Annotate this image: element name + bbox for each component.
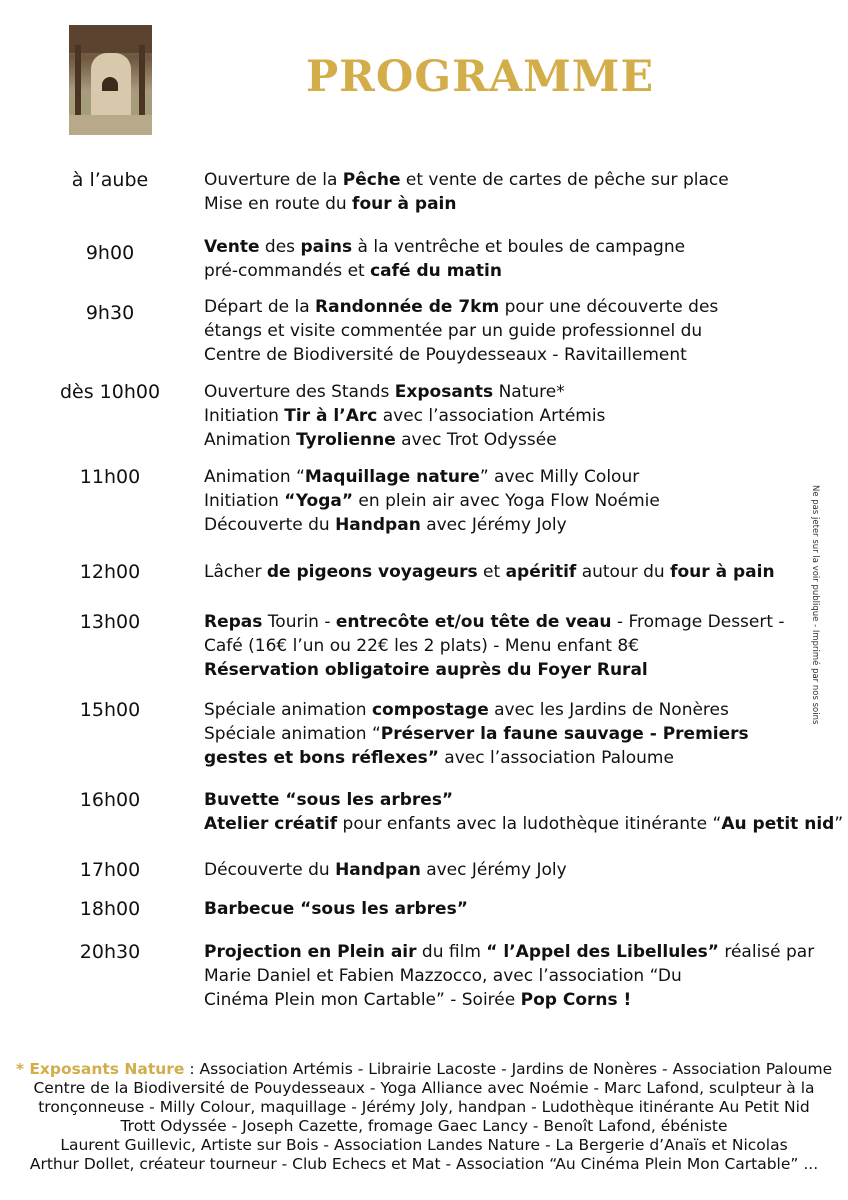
schedule-description: [204, 610, 829, 682]
bread-oven-photo: [69, 25, 152, 135]
schedule-description: [204, 235, 829, 283]
schedule-time: 9h30: [85, 302, 135, 324]
highlight-text: Maquillage nature: [304, 467, 480, 487]
description-line: [204, 380, 829, 404]
schedule-time: 17h00: [79, 859, 141, 881]
schedule-time: 15h00: [79, 699, 141, 721]
plain-text: Nature*: [493, 382, 565, 402]
schedule-time: 16h00: [79, 789, 141, 811]
highlight-text: compostage: [371, 700, 489, 720]
description-line: [204, 404, 829, 428]
plain-text: Ouverture de la: [204, 170, 343, 190]
description-line: [204, 964, 829, 988]
plain-text: en plein air avec Yoga Flow Noémie: [353, 491, 660, 511]
schedule-time: 9h00: [85, 242, 135, 264]
plain-text: Ouverture des Stands: [204, 382, 395, 402]
plain-text: réalisé par: [718, 942, 815, 962]
schedule-description: [204, 168, 829, 216]
plain-text: avec Jérémy Joly: [420, 860, 567, 880]
highlight-text: four à pain: [352, 194, 457, 214]
plain-text: pour une découverte des: [499, 297, 719, 317]
plain-text: Lâcher: [204, 562, 267, 582]
footer-line: : Association Artémis - Librairie Lacoste - Jardins de Nonères - Association Paloume: [184, 1060, 833, 1078]
plain-text: pour enfants avec la ludothèque itinérante “: [337, 814, 722, 834]
plain-text: et: [477, 562, 506, 582]
schedule-description: [204, 295, 829, 367]
highlight-text: Exposants: [394, 382, 494, 402]
schedule-time: à l’aube: [71, 169, 149, 191]
description-line: [204, 988, 829, 1012]
schedule-description: [204, 940, 829, 1012]
schedule-description: [204, 897, 829, 921]
highlight-text: Projection en Plein air: [204, 942, 417, 962]
plain-text: Initiation: [204, 406, 285, 426]
plain-text: Initiation: [204, 491, 285, 511]
plain-text: des: [259, 237, 301, 257]
highlight-text: Au petit nid: [721, 814, 835, 834]
exhibitors-footer: [8, 1060, 840, 1174]
footer-line: Laurent Guillevic, Artiste sur Bois - Association Landes Nature - La Bergerie d’Anaïs et Nicolas: [60, 1136, 788, 1154]
plain-text: avec Jérémy Joly: [420, 515, 567, 535]
plain-text: ”: [834, 814, 844, 834]
description-line: [204, 722, 829, 746]
plain-text: Animation: [204, 430, 297, 450]
plain-text: Tourin -: [262, 612, 336, 632]
footer-line: tronçonneuse - Milly Colour, maquillage - Jérémy Joly, handpan - Ludothèque itinérante Au Petit Nid: [38, 1098, 810, 1116]
description-line: [204, 897, 829, 921]
description-line: [204, 560, 829, 584]
schedule-time: dès 10h00: [59, 381, 161, 403]
plain-text: Spéciale animation: [204, 700, 372, 720]
plain-text: - Fromage Dessert -: [611, 612, 785, 632]
plain-text: Centre de Biodiversité de Pouydesseaux - Ravitaillement: [204, 345, 687, 365]
plain-text: Mise en route du: [204, 194, 353, 214]
highlight-text: Atelier créatif: [204, 814, 338, 834]
highlight-text: entrecôte et/ou tête de veau: [335, 612, 612, 632]
plain-text: à la ventrêche et boules de campagne: [352, 237, 686, 257]
plain-text: Animation “: [204, 467, 305, 487]
highlight-text: Handpan: [335, 860, 421, 880]
schedule-description: [204, 788, 844, 836]
highlight-text: Buvette “sous les arbres”: [204, 790, 454, 810]
exhibitors-lead: * Exposants Nature: [15, 1060, 185, 1078]
schedule-description: [204, 858, 829, 882]
description-line: [204, 192, 829, 216]
schedule-time: 13h00: [79, 611, 141, 633]
plain-text: et vente de cartes de pêche sur place: [400, 170, 729, 190]
plain-text: Découverte du: [204, 515, 336, 535]
description-line: [204, 428, 829, 452]
description-line: [204, 698, 829, 722]
description-line: [204, 168, 829, 192]
footer-line: Trott Odyssée - Joseph Cazette, fromage Gaec Lancy - Benoît Lafond, ébéniste: [120, 1117, 728, 1135]
description-line: [204, 295, 829, 319]
highlight-text: apéritif: [505, 562, 577, 582]
highlight-text: four à pain: [670, 562, 775, 582]
plain-text: Spéciale animation “: [204, 724, 381, 744]
schedule-time: 18h00: [79, 898, 141, 920]
highlight-text: Préserver la faune sauvage - Premiers: [380, 724, 749, 744]
highlight-text: café du matin: [370, 261, 502, 281]
highlight-text: Pop Corns !: [520, 990, 632, 1010]
schedule-description: [204, 560, 829, 584]
plain-text: Départ de la: [204, 297, 316, 317]
highlight-text: gestes et bons réflexes”: [204, 748, 439, 768]
description-line: [204, 746, 829, 770]
page-title: PROGRAMME: [305, 52, 655, 102]
schedule-time: 12h00: [79, 561, 141, 583]
highlight-text: Randonnée de 7km: [315, 297, 500, 317]
description-line: [204, 513, 829, 537]
description-line: [204, 940, 829, 964]
plain-text: autour du: [576, 562, 671, 582]
highlight-text: “Yoga”: [284, 491, 354, 511]
description-line: [204, 319, 829, 343]
plain-text: Cinéma Plein mon Cartable” - Soirée: [204, 990, 521, 1010]
schedule-description: [204, 380, 829, 452]
highlight-text: Repas: [204, 612, 263, 632]
description-line: [204, 858, 829, 882]
description-line: [204, 343, 829, 367]
highlight-text: Pêche: [342, 170, 401, 190]
highlight-text: Barbecue “sous les arbres”: [204, 899, 468, 919]
schedule-time: 20h30: [79, 941, 141, 963]
highlight-text: Tyrolienne: [296, 430, 396, 450]
description-line: [204, 465, 829, 489]
plain-text: avec l’association Paloume: [438, 748, 674, 768]
plain-text: ” avec Milly Colour: [479, 467, 640, 487]
plain-text: avec les Jardins de Nonères: [488, 700, 729, 720]
highlight-text: “ l’Appel des Libellules”: [486, 942, 719, 962]
highlight-text: Handpan: [335, 515, 421, 535]
description-line: [204, 788, 829, 812]
schedule-description: [204, 465, 829, 537]
footer-line: Arthur Dollet, créateur tourneur - Club Echecs et Mat - Association “Au Cinéma Plein Mon Cartable” ...: [29, 1155, 819, 1173]
print-notice: Ne pas jeter sur la voir publique - Imprimé par nos soins: [810, 485, 820, 725]
description-line: [204, 658, 829, 682]
description-line: [204, 634, 829, 658]
highlight-text: pains: [300, 237, 353, 257]
plain-text: Découverte du: [204, 860, 336, 880]
plain-text: Café (16€ l’un ou 22€ les 2 plats) - Menu enfant 8€: [204, 636, 640, 656]
description-line: [204, 489, 829, 513]
plain-text: pré-commandés et: [204, 261, 371, 281]
footer-line: Centre de la Biodiversité de Pouydesseaux - Yoga Alliance avec Noémie - Marc Lafond, sculpteur à la: [33, 1079, 815, 1097]
plain-text: Marie Daniel et Fabien Mazzocco, avec l’association “Du: [204, 966, 682, 986]
schedule-time: 11h00: [79, 466, 141, 488]
schedule-description: [204, 698, 829, 770]
plain-text: avec Trot Odyssée: [395, 430, 557, 450]
highlight-text: Vente: [204, 237, 260, 257]
description-line: [204, 235, 829, 259]
description-line: [204, 610, 829, 634]
highlight-text: Tir à l’Arc: [284, 406, 378, 426]
highlight-text: Réservation obligatoire auprès du Foyer Rural: [204, 660, 648, 680]
description-line: [204, 259, 829, 283]
highlight-text: de pigeons voyageurs: [266, 562, 478, 582]
plain-text: étangs et visite commentée par un guide professionnel du: [204, 321, 703, 341]
plain-text: du film: [416, 942, 487, 962]
description-line: [204, 812, 844, 836]
plain-text: avec l’association Artémis: [377, 406, 606, 426]
